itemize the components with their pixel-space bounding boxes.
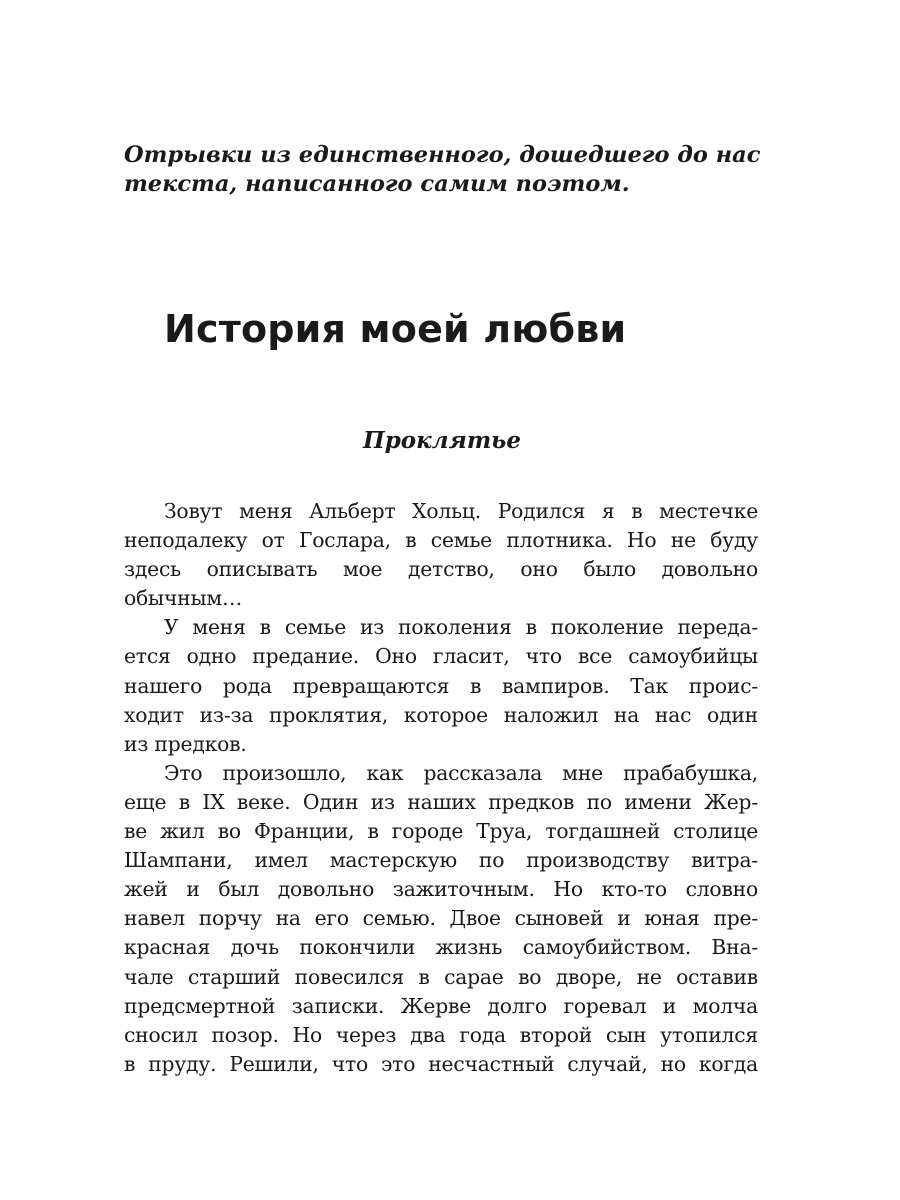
paragraph-line: неподалеку от Гослара, в семье плотника. Но не буду	[124, 528, 758, 553]
paragraph-line: ется одно предание. Оно гласит, что все самоубийцы	[124, 644, 758, 669]
paragraph-line: предсмертной записки. Жерве долго горевал и молча	[124, 993, 758, 1018]
paragraph-line: нашего рода превращаются в вампиров. Так проис-	[124, 673, 758, 698]
paragraph-line: сносил позор. Но через два года второй сын утопился	[124, 1022, 758, 1047]
paragraph-line: Это произошло, как рассказала мне прабабушка,	[164, 760, 758, 785]
section-subtitle: Проклятье	[362, 427, 521, 454]
epigraph-line: текста, написанного самим поэтом.	[124, 171, 630, 198]
paragraph-line: здесь описывать мое детство, оно было довольно	[124, 557, 758, 582]
paragraph-line: чале старший повесился в сарае во дворе, не оставив	[124, 964, 758, 989]
epigraph	[124, 140, 764, 198]
paragraph-line: обычным…	[124, 586, 243, 611]
epigraph-line: Отрывки из единственного, дошедшего до нас	[124, 142, 761, 168]
paragraph-line: ве жил во Франции, в городе Труа, тогдашней столице	[124, 819, 758, 844]
paragraph-line: навел порчу на его семью. Двое сыновей и юная пре-	[124, 906, 758, 931]
paragraph-line: Зовут меня Альберт Хольц. Родился я в местечке	[164, 499, 758, 523]
paragraph-line: красная дочь покончили жизнь самоубийством. Вна-	[124, 935, 758, 960]
paragraph-line: из предков.	[124, 731, 247, 756]
body-text	[124, 497, 758, 1079]
paragraph-line: еще в IX веке. Один из наших предков по имени Жер-	[124, 789, 758, 814]
paragraph-line: Шампани, имел мастерскую по производству витра-	[124, 848, 758, 873]
paragraph-line: в пруду. Решили, что это несчастный случай, но когда	[124, 1051, 758, 1076]
paragraph-line: ходит из-за проклятия, которое наложил на нас один	[124, 702, 758, 727]
paragraph-line: У меня в семье из поколения в поколение переда-	[164, 615, 758, 640]
paragraph-line: жей и был довольно зажиточным. Но кто-то словно	[124, 877, 758, 902]
chapter-title: История моей любви	[164, 307, 627, 351]
